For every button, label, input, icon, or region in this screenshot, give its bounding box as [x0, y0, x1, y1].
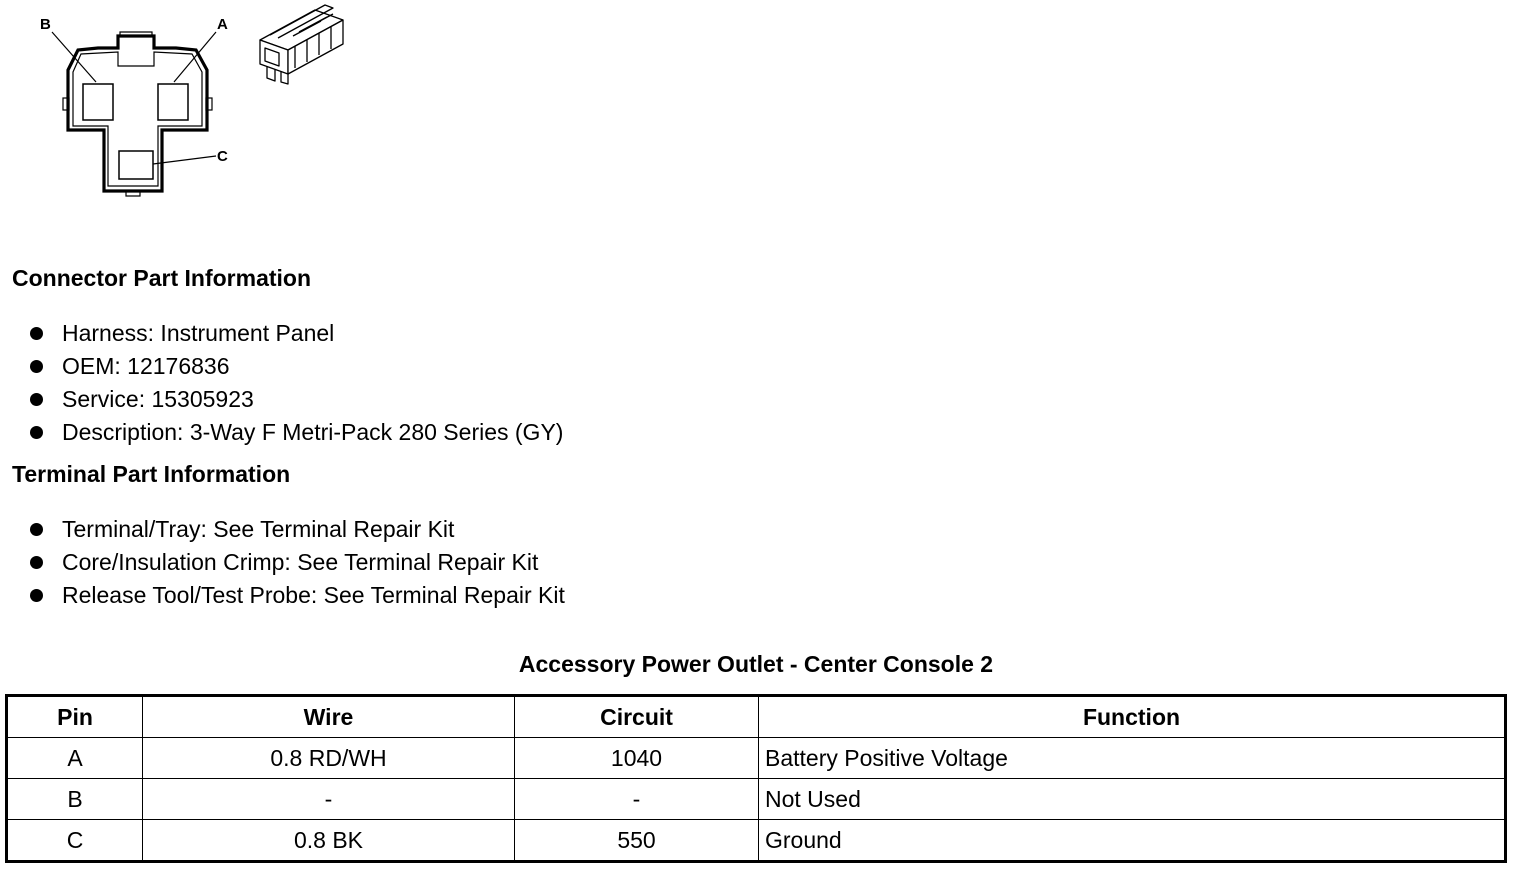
list-item: Terminal/Tray: See Terminal Repair Kit: [28, 513, 565, 546]
leader-line-a: [174, 32, 216, 82]
cavity-b: [83, 84, 113, 120]
cavity-c: [119, 151, 153, 179]
cavity-a: [158, 84, 188, 120]
connector-info-heading: Connector Part Information: [12, 265, 312, 291]
list-item: Description: 3-Way F Metri-Pack 280 Series (GY): [28, 416, 563, 449]
connector-info-list: [28, 317, 563, 449]
pinout-table: [5, 694, 1507, 863]
cell-pin: A: [7, 738, 143, 779]
cell-pin: B: [7, 779, 143, 820]
list-item: OEM: 12176836: [28, 350, 563, 383]
table-row: [7, 779, 1506, 820]
cell-pin: C: [7, 820, 143, 862]
leader-line-b: [52, 32, 96, 82]
list-item: Harness: Instrument Panel: [28, 317, 563, 350]
cell-wire: -: [143, 779, 515, 820]
cell-circuit: -: [515, 779, 759, 820]
connector-isometric-view: [255, 2, 355, 87]
header-pin: Pin: [7, 696, 143, 738]
terminal-info-list: [28, 513, 565, 612]
header-wire: Wire: [143, 696, 515, 738]
connector-housing-outline: [68, 36, 207, 191]
pin-label-a: A: [217, 16, 228, 33]
cell-circuit: 1040: [515, 738, 759, 779]
list-item: Release Tool/Test Probe: See Terminal Repair Kit: [28, 579, 565, 612]
table-row: [7, 820, 1506, 862]
cell-function: Battery Positive Voltage: [759, 738, 1506, 779]
cell-circuit: 550: [515, 820, 759, 862]
cell-function: Ground: [759, 820, 1506, 862]
header-circuit: Circuit: [515, 696, 759, 738]
pin-label-b: B: [40, 16, 51, 33]
cell-wire: 0.8 RD/WH: [143, 738, 515, 779]
list-item: Service: 15305923: [28, 383, 563, 416]
header-function: Function: [759, 696, 1506, 738]
list-item: Core/Insulation Crimp: See Terminal Repair Kit: [28, 546, 565, 579]
table-row: [7, 738, 1506, 779]
table-header-row: [7, 696, 1506, 738]
cell-function: Not Used: [759, 779, 1506, 820]
connector-face-diagram: [30, 8, 240, 203]
terminal-info-heading: Terminal Part Information: [12, 461, 291, 487]
cell-wire: 0.8 BK: [143, 820, 515, 862]
pin-label-c: C: [217, 148, 228, 165]
table-title: Accessory Power Outlet - Center Console 2: [518, 651, 994, 677]
